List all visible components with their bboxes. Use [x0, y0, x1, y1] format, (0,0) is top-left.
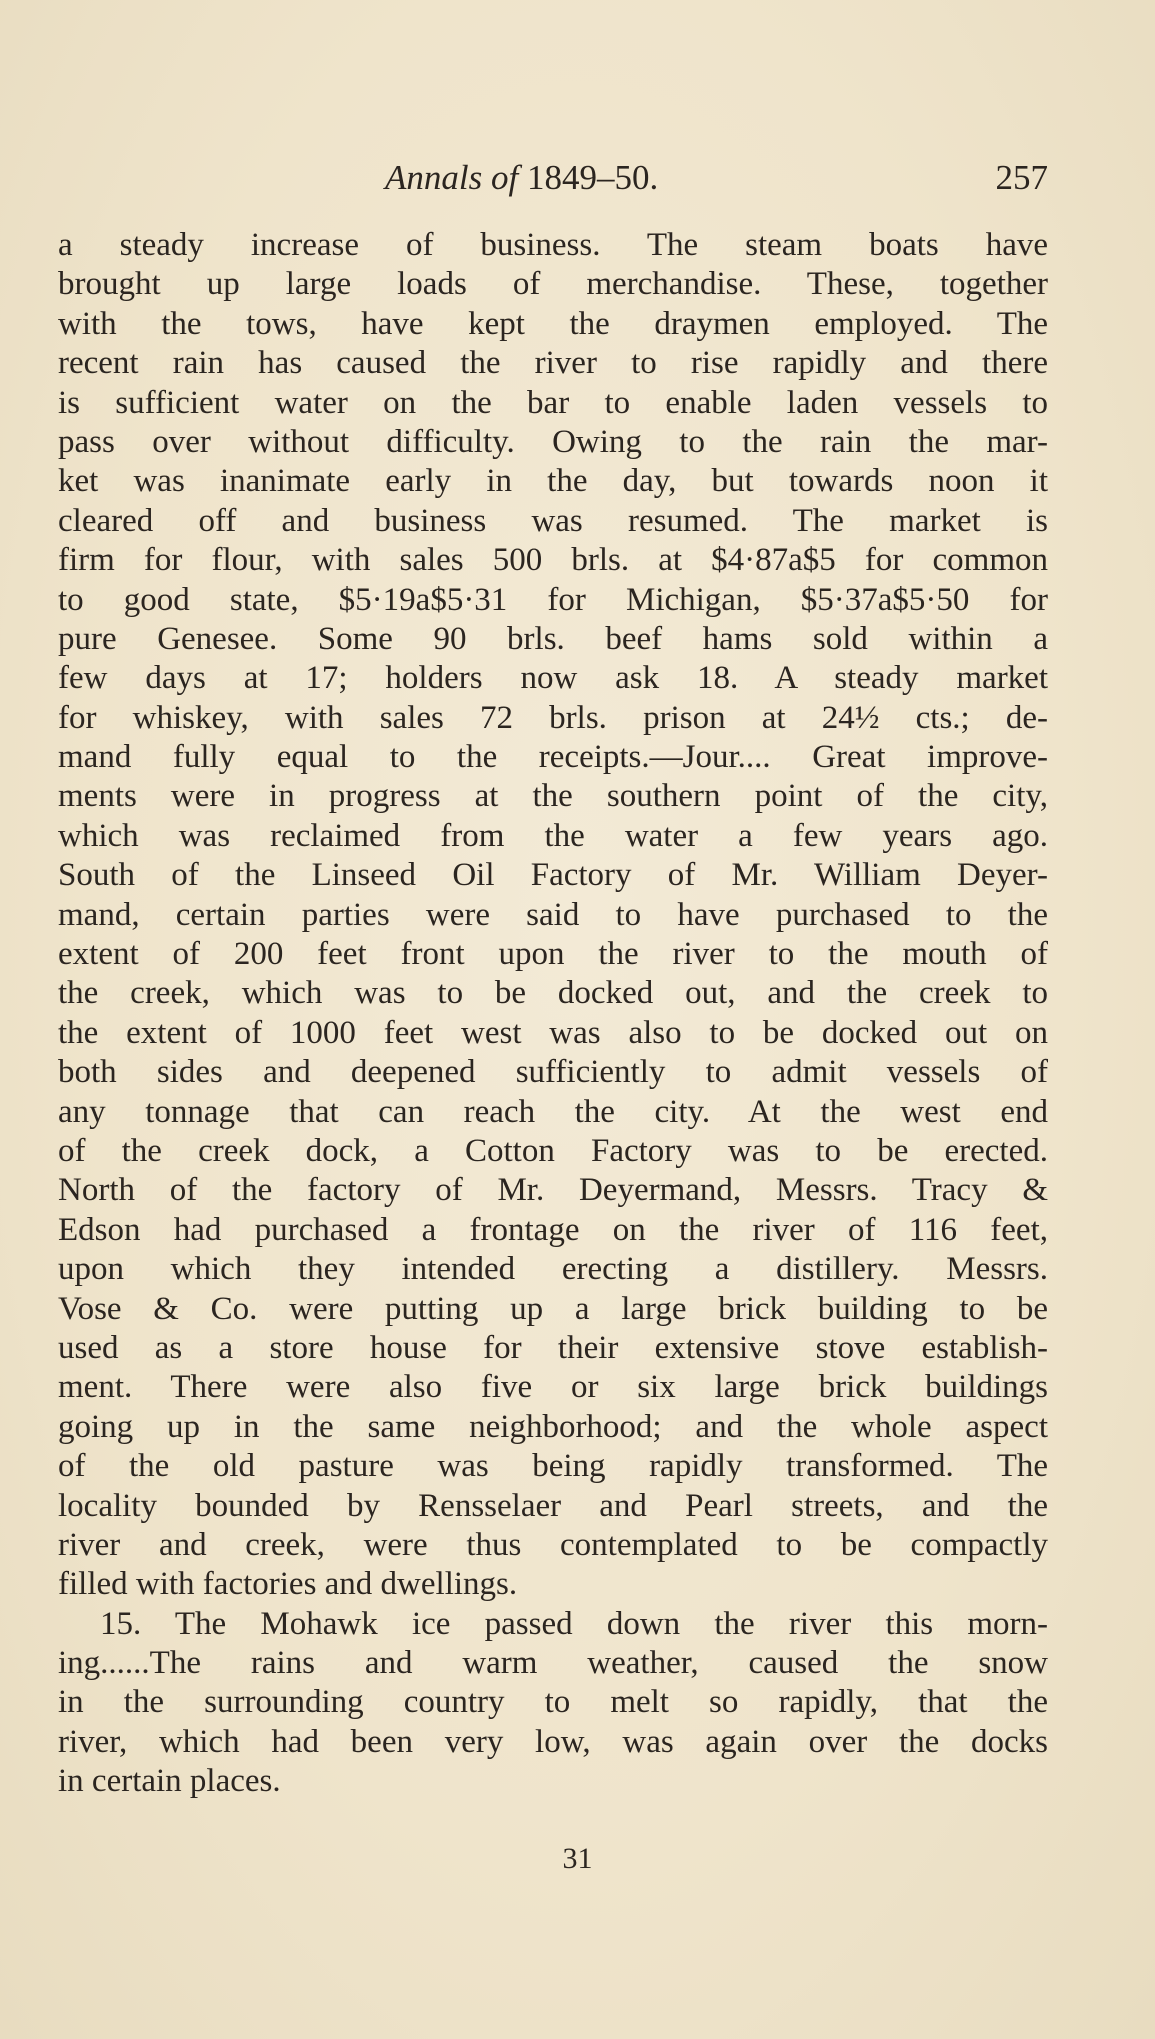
text-line: with the tows, have kept the draymen employed. The — [58, 305, 1048, 342]
running-title-italic: Annals of — [385, 158, 519, 197]
text-line: used as a store house for their extensive stove establish- — [58, 1329, 1048, 1366]
text-line: brought up large loads of merchandise. These, together — [58, 266, 1048, 303]
text-line: going up in the same neighborhood; and the whole aspect — [58, 1408, 1048, 1445]
text-line: the extent of 1000 feet west was also to be docked out on — [58, 1014, 1048, 1051]
text-line: pass over without difficulty. Owing to the rain the mar- — [58, 423, 1048, 460]
text-line: ket was inanimate early in the day, but towards noon it — [58, 463, 1048, 500]
text-line: both sides and deepened sufficiently to admit vessels of — [58, 1054, 1048, 1091]
text-line: in certain places. — [58, 1763, 281, 1800]
signature-mark: 31 — [562, 1842, 593, 1875]
text-line: Edson had purchased a frontage on the river of 116 feet, — [58, 1211, 1048, 1248]
text-line: pure Genesee. Some 90 brls. beef hams sold within a — [58, 620, 1048, 657]
text-line: extent of 200 feet front upon the river to the mouth of — [58, 936, 1048, 973]
text-line: river and creek, were thus contemplated to be compactly — [58, 1526, 1048, 1563]
text-line: is sufficient water on the bar to enable laden vessels to — [58, 384, 1048, 421]
text-line: few days at 17; holders now ask 18. A steady market — [58, 660, 1048, 697]
text-line: 15. The Mohawk ice passed down the river this morn- — [100, 1605, 1048, 1642]
page-number: 257 — [995, 158, 1048, 197]
text-line: the creek, which was to be docked out, and the creek to — [58, 975, 1048, 1012]
text-line: mand fully equal to the receipts.—Jour.... Great improve- — [58, 739, 1048, 776]
text-line: filled with factories and dwellings. — [58, 1566, 518, 1603]
text-line: a steady increase of business. The steam boats have — [58, 227, 1048, 263]
text-line: any tonnage that can reach the city. At the west end — [58, 1093, 1048, 1130]
text-line: North of the factory of Mr. Deyermand, Messrs. Tracy & — [58, 1172, 1048, 1209]
text-line: locality bounded by Rensselaer and Pearl streets, and the — [58, 1487, 1048, 1524]
text-line: recent rain has caused the river to rise rapidly and there — [58, 345, 1048, 382]
text-line: of the creek dock, a Cotton Factory was to be erected. — [58, 1132, 1048, 1169]
text-line: Vose & Co. were putting up a large brick building to be — [58, 1290, 1048, 1327]
text-line: of the old pasture was being rapidly transformed. The — [58, 1448, 1048, 1485]
text-line: in the surrounding country to melt so rapidly, that the — [58, 1684, 1048, 1721]
running-title-year: 1849–50. — [518, 158, 659, 197]
text-line: for whiskey, with sales 72 brls. prison at 24½ cts.; de- — [58, 699, 1048, 736]
text-line: cleared off and business was resumed. The market is — [58, 502, 1048, 539]
text-line: South of the Linseed Oil Factory of Mr. William Deyer- — [58, 857, 1048, 894]
running-title — [385, 158, 658, 198]
text-line: ments were in progress at the southern point of the city, — [58, 778, 1048, 815]
text-line: ment. There were also five or six large brick buildings — [58, 1369, 1048, 1406]
body-text — [58, 226, 1048, 1802]
text-line: river, which had been very low, was again over the docks — [58, 1723, 1048, 1760]
text-line: to good state, $5·19a$5·31 for Michigan, $5·37a$5·50 for — [58, 581, 1048, 618]
text-line: firm for flour, with sales 500 brls. at $4·87a$5 for common — [58, 542, 1048, 579]
text-line: upon which they intended erecting a distillery. Messrs. — [58, 1251, 1048, 1288]
text-line: ing......The rains and warm weather, caused the snow — [58, 1645, 1048, 1682]
text-line: mand, certain parties were said to have purchased to the — [58, 896, 1048, 933]
running-header — [58, 158, 1048, 208]
text-line: which was reclaimed from the water a few years ago. — [58, 817, 1048, 854]
